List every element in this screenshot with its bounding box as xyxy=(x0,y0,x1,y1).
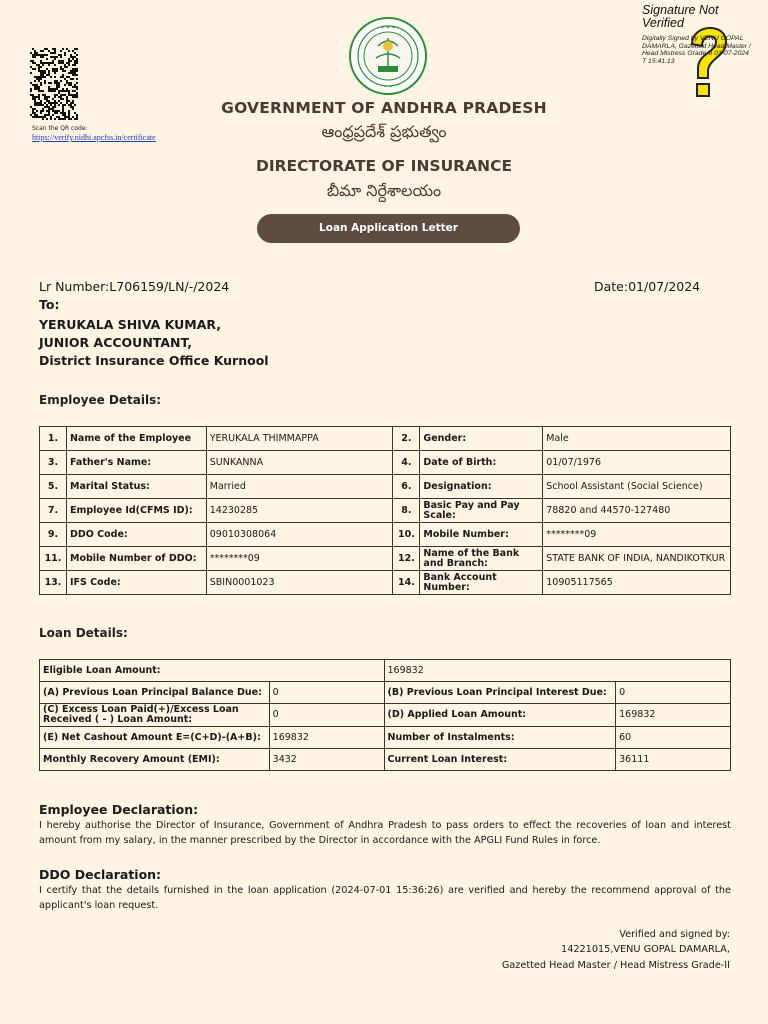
employee-declaration-title: Employee Declaration: xyxy=(39,802,199,817)
eligible-loan-label: Eligible Loan Amount: xyxy=(40,660,385,682)
field-label: Name of the Employee xyxy=(66,427,206,451)
field-number: 14. xyxy=(393,571,420,595)
to-label: To: xyxy=(39,297,60,312)
loan-field-value: 169832 xyxy=(269,727,384,749)
ddo-declaration-text: I certify that the details furnished in the loan application (2024-07-01 15:36:26) are verified and hereby the recommend approval of the applicant's loan request. xyxy=(39,885,731,911)
field-number: 12. xyxy=(393,547,420,571)
field-label: Designation: xyxy=(420,475,543,499)
directorate-title-telugu: బీమా నిర్దేశాలయం xyxy=(326,181,442,200)
field-label: Name of the Bank and Branch: xyxy=(420,547,543,571)
field-value: 14230285 xyxy=(206,499,393,523)
field-label: Father's Name: xyxy=(66,451,206,475)
table-row xyxy=(40,547,731,571)
directorate-title: DIRECTORATE OF INSURANCE xyxy=(255,157,513,175)
field-value: School Assistant (Social Science) xyxy=(543,475,731,499)
field-number: 1. xyxy=(40,427,67,451)
verifier-name: 14221015,VENU GOPAL DAMARLA, xyxy=(561,944,730,955)
field-value: YERUKALA THIMMAPPA xyxy=(206,427,393,451)
field-label: DDO Code: xyxy=(66,523,206,547)
field-label: Bank Account Number: xyxy=(420,571,543,595)
andhra-pradesh-emblem-icon xyxy=(348,16,428,96)
field-number: 11. xyxy=(40,547,67,571)
field-number: 8. xyxy=(393,499,420,523)
field-label: Employee Id(CFMS ID): xyxy=(66,499,206,523)
field-number: 4. xyxy=(393,451,420,475)
field-number: 6. xyxy=(393,475,420,499)
document-type-banner: Loan Application Letter xyxy=(257,214,520,243)
field-label: Date of Birth: xyxy=(420,451,543,475)
field-label: Marital Status: xyxy=(66,475,206,499)
loan-field-value: 36111 xyxy=(616,749,731,771)
field-label: Gender: xyxy=(420,427,543,451)
employee-details-title: Employee Details: xyxy=(39,393,162,407)
field-value: Male xyxy=(543,427,731,451)
loan-field-label: Monthly Recovery Amount (EMI): xyxy=(40,749,270,771)
loan-details-table xyxy=(39,659,731,771)
loan-field-value: 0 xyxy=(269,682,384,704)
field-number: 9. xyxy=(40,523,67,547)
loan-field-label: (B) Previous Loan Principal Interest Due: xyxy=(384,682,616,704)
table-row xyxy=(40,523,731,547)
field-value: ********09 xyxy=(543,523,731,547)
addressee-designation: JUNIOR ACCOUNTANT, xyxy=(39,335,192,350)
field-label: Mobile Number: xyxy=(420,523,543,547)
verified-by-label: Verified and signed by: xyxy=(619,929,730,940)
signature-status-title: Signature Not Verified xyxy=(642,3,719,30)
field-number: 7. xyxy=(40,499,67,523)
svg-text:✦ ✦: ✦ ✦ xyxy=(383,84,393,90)
table-row xyxy=(40,704,731,727)
qr-caption: Scan the QR code: xyxy=(32,125,88,132)
field-label: Basic Pay and Pay Scale: xyxy=(420,499,543,523)
loan-field-value: 0 xyxy=(269,704,384,727)
loan-field-value: 0 xyxy=(616,682,731,704)
loan-field-label: (E) Net Cashout Amount E=(C+D)-(A+B): xyxy=(40,727,270,749)
lr-number: Lr Number:L706159/LN/-/2024 xyxy=(39,279,230,294)
field-value: SUNKANNA xyxy=(206,451,393,475)
table-row xyxy=(40,727,731,749)
field-number: 13. xyxy=(40,571,67,595)
loan-field-value: 60 xyxy=(616,727,731,749)
verify-link[interactable]: https://verify.nidhi.apcfss.in/certificate xyxy=(32,133,156,142)
verifier-designation: Gazetted Head Master / Head Mistress Grade-II xyxy=(501,960,730,971)
government-title-telugu: ఆంధ్రప్రదేశ్ ప్రభుత్వం xyxy=(321,122,447,141)
table-row xyxy=(40,571,731,595)
loan-field-label: (D) Applied Loan Amount: xyxy=(384,704,616,727)
field-value: ********09 xyxy=(206,547,393,571)
table-row xyxy=(40,749,731,771)
field-value: STATE BANK OF INDIA, NANDIKOTKUR xyxy=(543,547,731,571)
loan-details-title: Loan Details: xyxy=(39,626,128,640)
field-number: 10. xyxy=(393,523,420,547)
table-row xyxy=(40,427,731,451)
svg-text:✦ ✦ ✦: ✦ ✦ ✦ xyxy=(380,25,396,31)
field-number: 2. xyxy=(393,427,420,451)
table-row xyxy=(40,660,731,682)
table-row xyxy=(40,499,731,523)
government-title: GOVERNMENT OF ANDHRA PRADESH xyxy=(221,99,547,117)
field-value: 01/07/1976 xyxy=(543,451,731,475)
loan-field-label: (C) Excess Loan Paid(+)/Excess Loan Received ( - ) Loan Amount: xyxy=(40,704,270,727)
field-value: Married xyxy=(206,475,393,499)
loan-field-value: 3432 xyxy=(269,749,384,771)
employee-details-table xyxy=(39,426,731,595)
employee-declaration-text: I hereby authorise the Director of Insurance, Government of Andhra Pradesh to pass orders to effect the recoveries of loan and interest amount from my salary, in the manner prescribed by the Director in accordance with the APGLI Fund Rules in force. xyxy=(39,820,731,846)
addressee-office: District Insurance Office Kurnool xyxy=(39,353,269,368)
loan-field-value: 169832 xyxy=(616,704,731,727)
field-number: 5. xyxy=(40,475,67,499)
field-label: Mobile Number of DDO: xyxy=(66,547,206,571)
addressee-name: YERUKALA SHIVA KUMAR, xyxy=(39,317,222,332)
table-row xyxy=(40,682,731,704)
eligible-loan-value: 169832 xyxy=(384,660,731,682)
field-value: 78820 and 44570-127480 xyxy=(543,499,731,523)
ddo-declaration-title: DDO Declaration: xyxy=(39,867,162,882)
field-number: 3. xyxy=(40,451,67,475)
loan-field-label: Current Loan Interest: xyxy=(384,749,616,771)
loan-field-label: Number of Instalments: xyxy=(384,727,616,749)
loan-field-label: (A) Previous Loan Principal Balance Due: xyxy=(40,682,270,704)
field-value: SBIN0001023 xyxy=(206,571,393,595)
letter-date: Date:01/07/2024 xyxy=(594,279,701,294)
field-value: 09010308064 xyxy=(206,523,393,547)
signature-details: Digitally Signed by VENU GOPAL DAMARLA, Gazetted Head Master / Head Mistress Grade-II 01-07-2024 T 15:41:13 xyxy=(642,35,751,65)
table-row xyxy=(40,475,731,499)
table-row xyxy=(40,451,731,475)
field-value: 10905117565 xyxy=(543,571,731,595)
field-label: IFS Code: xyxy=(66,571,206,595)
